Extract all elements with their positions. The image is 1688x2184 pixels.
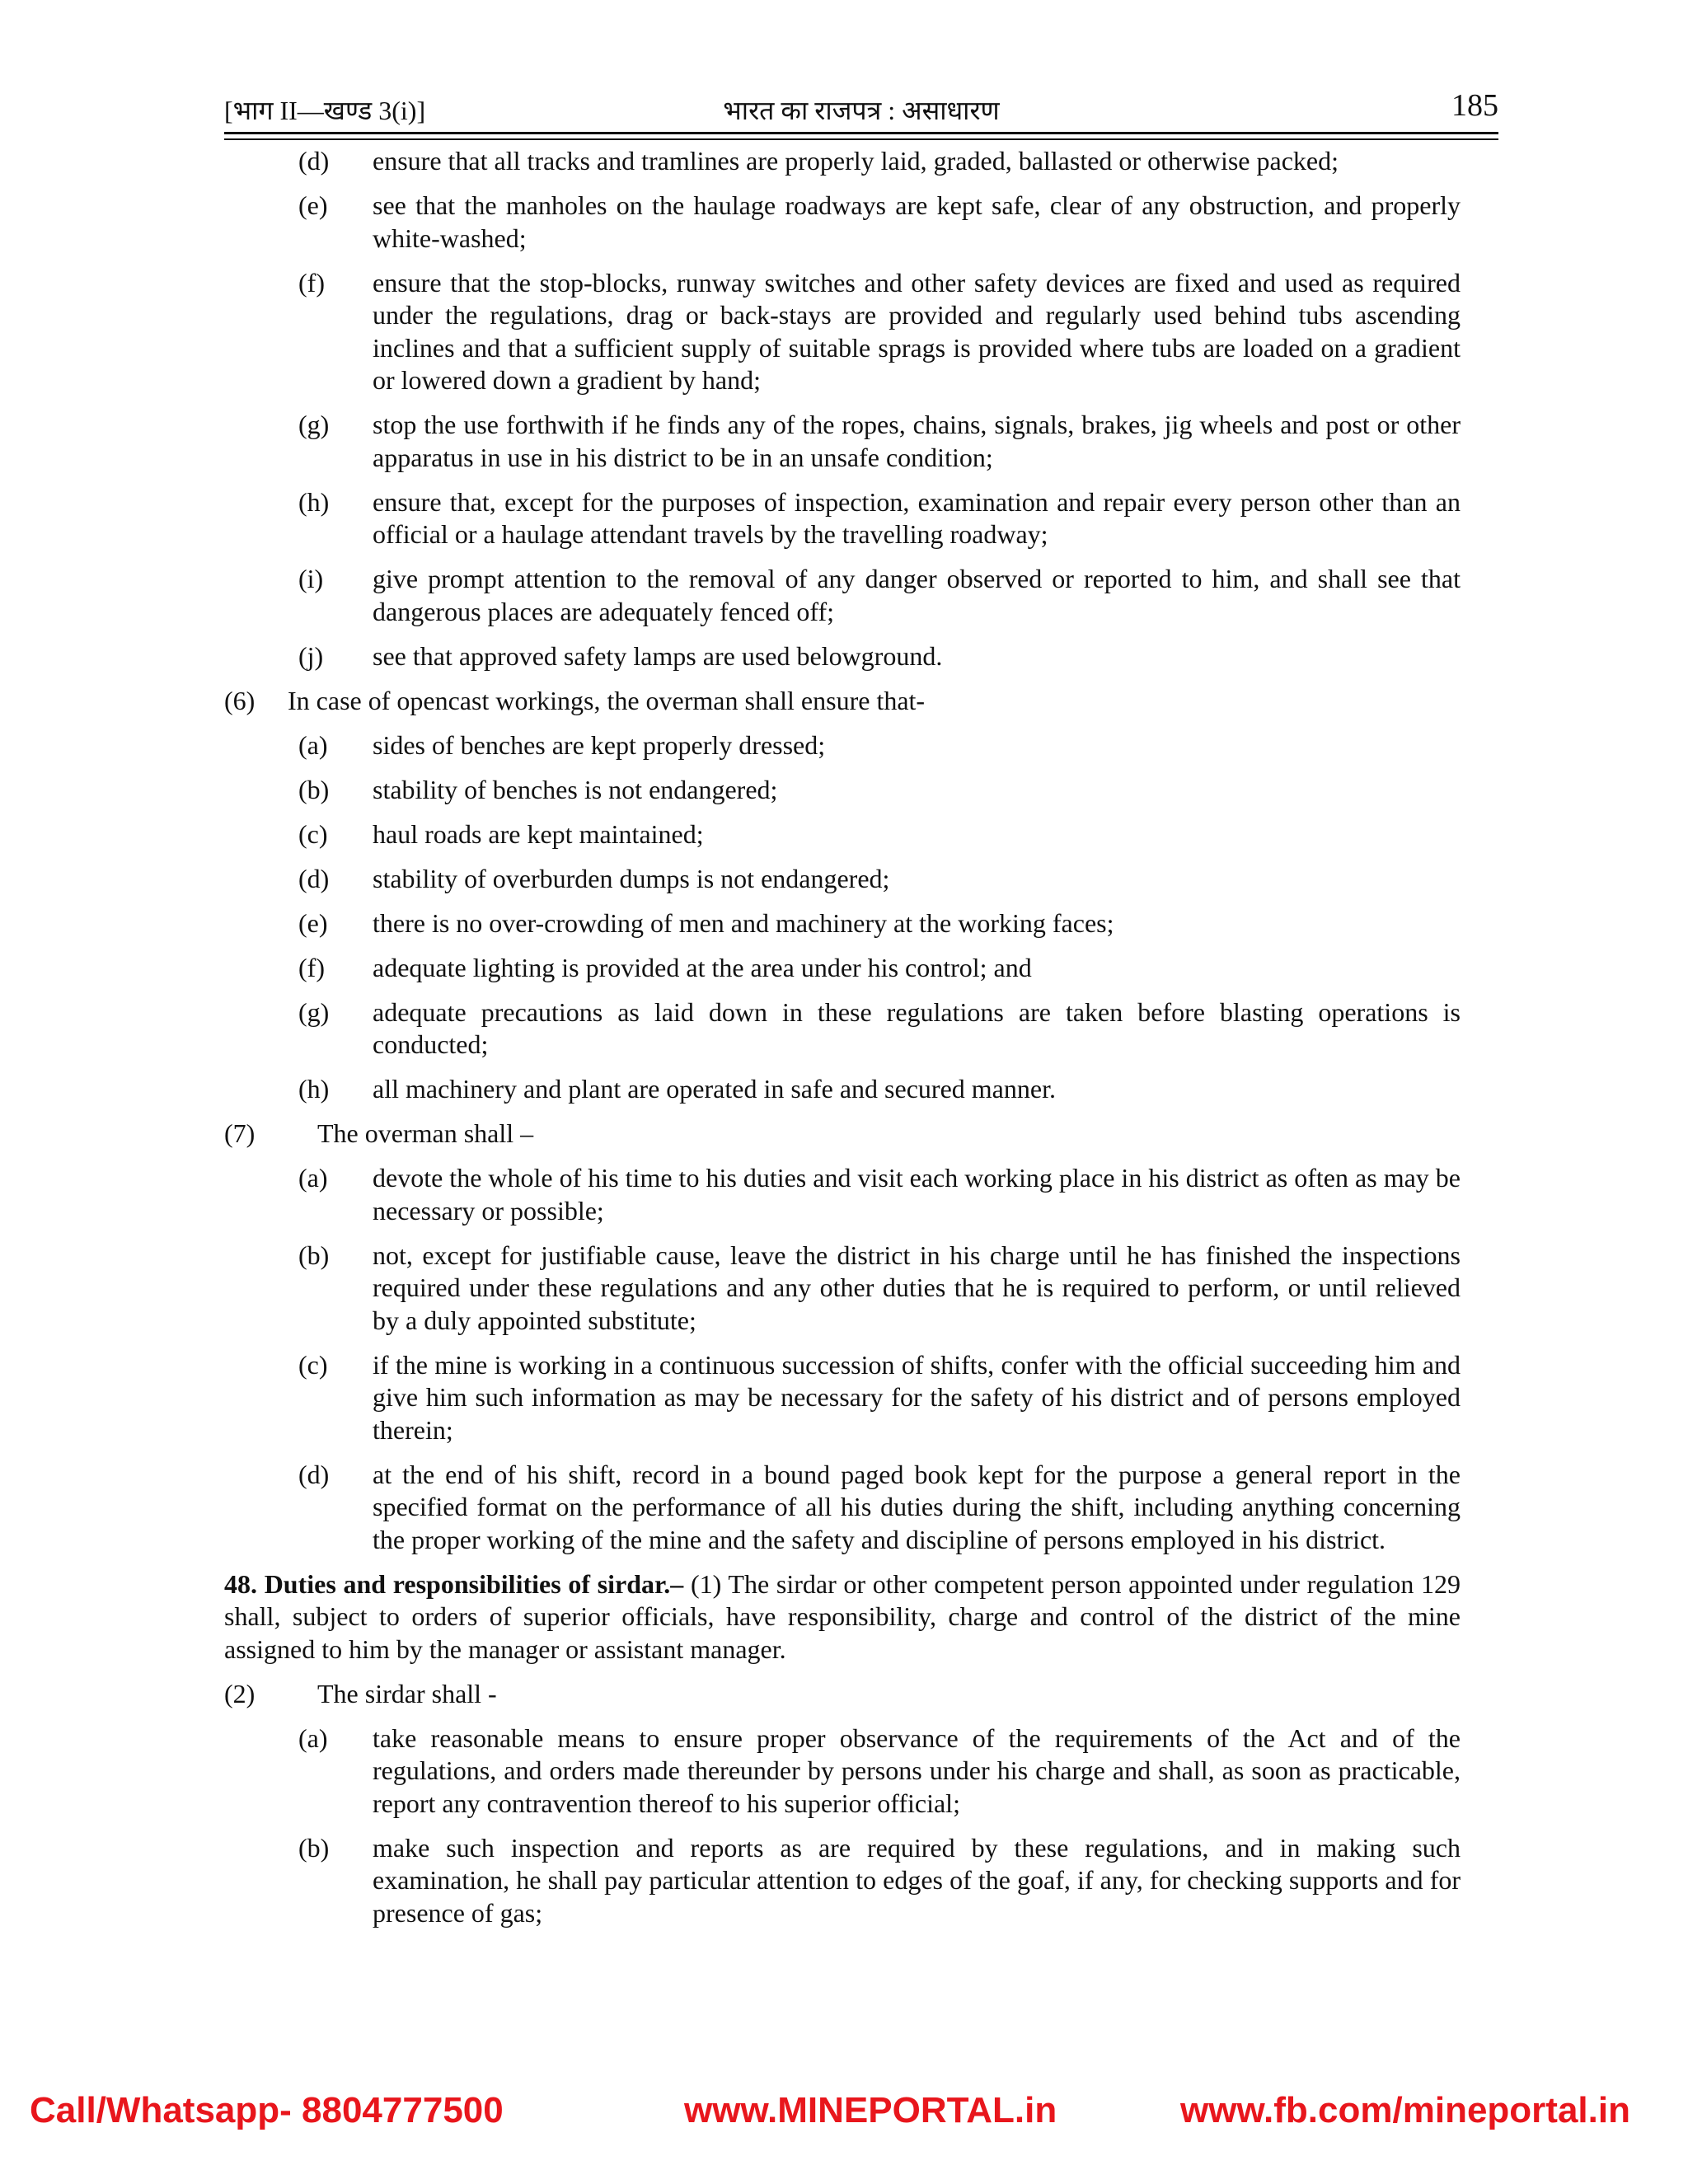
list-item-label: (d) (298, 146, 330, 176)
list-item (224, 1722, 1461, 1821)
list-item-label: (f) (298, 267, 325, 298)
part-section-label: [भाग II—खण्ड 3(i)] (224, 96, 426, 125)
list-item (224, 729, 1461, 762)
list-item-text: devote the whole of his time to his duties and visit each working place in his district as often as may be necessary or possible; (373, 1163, 1461, 1226)
clause-7 (224, 1118, 1461, 1151)
list-item-text: stop the use forthwith if he finds any of the ropes, chains, signals, brakes, jig wheels and post or other apparatus in use in his district to be in an unsafe condition; (373, 410, 1461, 472)
header-rule-thick (224, 132, 1498, 134)
list-item-text: not, except for justifiable cause, leave the district in his charge until he has finished the inspections required under these regulations and any other duties that he is required to perform, or until relieved by a duly appointed substitute; (373, 1240, 1461, 1335)
list-item-text: stability of benches is not endangered; (373, 774, 778, 804)
list-item-label: (j) (298, 640, 324, 671)
list-item-label: (a) (298, 1163, 328, 1193)
clause-6-text: In case of opencast workings, the overman shall ensure that- (288, 685, 926, 715)
clause-6 (224, 685, 1461, 718)
list-item-text: at the end of his shift, record in a bound paged book kept for the purpose a general report in the specified format on the performance of all his duties during the shift, including anything concerning the proper working of the mine and the safety and discipline of persons employed in his district. (373, 1459, 1461, 1554)
list-item-label: (e) (298, 907, 328, 938)
list-item-text: see that the manholes on the haulage roadways are kept safe, clear of any obstruction, and properly white-washed; (373, 190, 1461, 253)
list-item (224, 1240, 1461, 1338)
clause-2-text: The sirdar shall - (317, 1678, 497, 1708)
list-item-text: see that approved safety lamps are used belowground. (373, 640, 943, 671)
list-item-label: (h) (298, 1074, 330, 1104)
list-item-text: adequate precautions as laid down in these regulations are taken before blasting operations is conducted; (373, 996, 1461, 1059)
list-item-label: (e) (298, 190, 328, 220)
footer-phone: Call/Whatsapp- 8804777500 (30, 2090, 504, 2130)
list-item-label: (g) (298, 410, 330, 439)
list-item-text: stability of overburden dumps is not endangered; (373, 863, 890, 893)
list-item (224, 1832, 1461, 1930)
list-item-text: take reasonable means to ensure proper observance of the requirements of the Act and of the regulations, and orders made thereunder by persons under his charge and shall, as soon as practicable, report any contravention thereof to his superior official; (373, 1722, 1461, 1818)
list-item (224, 774, 1461, 807)
header-rule-thin (224, 138, 1498, 140)
list-item-label: (b) (298, 1832, 330, 1863)
list-item-text: all machinery and plant are operated in safe and secured manner. (373, 1074, 1056, 1104)
list-item (224, 863, 1461, 896)
list-item-label: (f) (298, 952, 325, 982)
list-item-label: (b) (298, 774, 330, 804)
list-item (224, 952, 1461, 985)
list-item (224, 267, 1461, 397)
clause-2-items (224, 1722, 1461, 1930)
list-item-label: (b) (298, 1240, 330, 1270)
list-item-text: there is no over-crowding of men and machinery at the working faces; (373, 907, 1114, 938)
list-item-label: (d) (298, 1459, 330, 1489)
footer-facebook-link[interactable]: www.fb.com/mineportal.in (1180, 2090, 1630, 2130)
list-item-text: make such inspection and reports as are required by these regulations, and in making such examination, he shall pay particular attention to edges of the goaf, if any, for checking supports and for presence of gas; (373, 1832, 1461, 1928)
list-item-label: (a) (298, 1722, 328, 1753)
footer-website-link[interactable]: www.MINEPORTAL.in (684, 2090, 1057, 2130)
list-item-text: ensure that the stop-blocks, runway switches and other safety devices are fixed and used as required under the regulations, drag or back-stays are provided and regularly used behind tubs ascending inclines and that a sufficient supply of suitable sprags is provided where tubs are loaded on a gradient or lowered down a gradient by hand; (373, 267, 1461, 395)
section-48 (224, 1568, 1461, 1666)
list-item-label: (d) (298, 863, 330, 893)
list-item-text: ensure that, except for the purposes of inspection, examination and repair every person other than an official or a haulage attendant travels by the travelling roadway; (373, 486, 1461, 549)
list-item-text: give prompt attention to the removal of any danger observed or reported to him, and shall see that dangerous places are adequately fenced off; (373, 564, 1461, 626)
clause-7-text: The overman shall – (317, 1118, 534, 1148)
clause-2-label: (2) (224, 1678, 256, 1708)
list-item (224, 818, 1461, 851)
list-item-label: (h) (298, 486, 330, 517)
list-item-label: (c) (298, 818, 328, 849)
list-item (224, 996, 1461, 1062)
list-item (224, 1459, 1461, 1557)
list-item-text: sides of benches are kept properly dressed; (373, 729, 826, 760)
page-header (224, 88, 1498, 130)
list-item (224, 190, 1461, 255)
list-item (224, 907, 1461, 940)
list-item-label: (a) (298, 729, 328, 760)
section-48-text: (1) The sirdar or other competent person appointed under regulation 129 shall, subject to orders of superior officials, have responsibility, charge and control of the district of the mine assigned to him by the manager or assistant manager. (224, 1568, 1461, 1664)
clause-5-items (224, 145, 1461, 673)
list-item-label: (c) (298, 1349, 328, 1380)
list-item-label: (g) (298, 996, 330, 1027)
list-item (224, 409, 1461, 474)
list-item-text: if the mine is working in a continuous succession of shifts, confer with the official succeeding him and give him such information as may be necessary for the safety of his district and of persons employed therein; (373, 1349, 1461, 1445)
list-item-text: adequate lighting is provided at the area under his control; and (373, 952, 1032, 982)
list-item (224, 486, 1461, 551)
document-body (224, 145, 1461, 1942)
clause-2 (224, 1678, 1461, 1711)
list-item (224, 1162, 1461, 1227)
clause-6-items (224, 729, 1461, 1106)
clause-7-label: (7) (224, 1118, 256, 1148)
gazette-title: भारत का राजपत्र : असाधारण (723, 96, 1000, 125)
list-item (224, 640, 1461, 673)
clause-7-items (224, 1162, 1461, 1556)
list-item-label: (i) (298, 564, 324, 593)
list-item-text: haul roads are kept maintained; (373, 818, 704, 849)
page-number: 185 (1451, 88, 1498, 123)
section-48-heading: 48. Duties and responsibilities of sirdar.– (224, 1568, 684, 1599)
clause-6-label: (6) (224, 685, 256, 715)
list-item (224, 1349, 1461, 1447)
list-item-text: ensure that all tracks and tramlines are properly laid, graded, ballasted or otherwise packed; (373, 146, 1339, 176)
promo-footer (0, 2090, 1688, 2139)
list-item (224, 145, 1461, 178)
list-item (224, 1073, 1461, 1106)
list-item (224, 563, 1461, 628)
